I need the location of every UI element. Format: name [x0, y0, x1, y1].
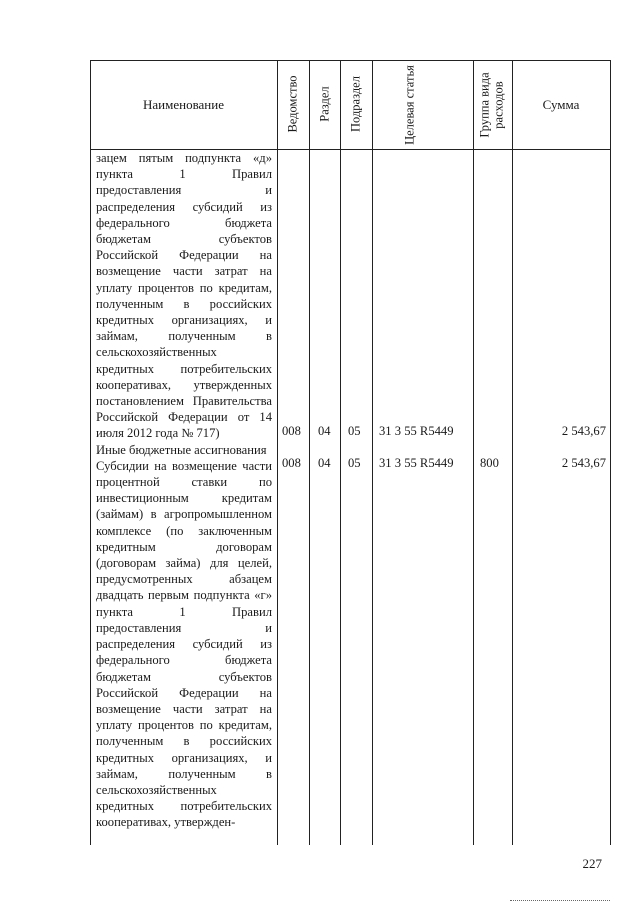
col-border-6	[512, 60, 513, 845]
row-1-name: зацем пятым подпункта «д» пункта 1 Правил предоставления и распределения субсидий из федерального бюджета бюджетам субъектов Российской Федерации на возмещение части затрат на уплату процентов по кредитам, полученным в российских кредитных организациях, и займам, полученным в сельскохозяйственных кредитных потребительских кооперативах, утвержденных постановлением Правительства Российской Федерации от 14 июля 2012 года № 717)	[96, 151, 272, 441]
row-2-expense-group: 800	[480, 456, 499, 470]
row-2-subsection: 05	[348, 456, 361, 470]
header-section: Раздел	[317, 86, 332, 122]
row-1-subsection: 05	[348, 424, 361, 438]
row-1-target-article: 31 3 55 R5449	[379, 424, 454, 438]
row-3-name: Субсидии на возмещение части процентной ставки по инвестиционным кредитам (займам) в агропромышленном комплексе (по заключенным кредитным договорам (договорам займа) для целей, предусмотренных абзацем двадцать первым подпункта «г» пункта 1 Правил предоставления и распределения субсидий из федерального бюджета бюджетам субъектов Российской Федерации на возмещение части затрат на уплату процентов по кредитам, полученным в российских кредитных организациях, и займам, полученным в сельскохозяйственных кредитных потребительских кооперативах, утвержден-	[96, 458, 272, 830]
col-border-2	[309, 60, 310, 845]
row-2-section: 04	[318, 456, 331, 470]
header-target-article: Целевая статья	[402, 65, 417, 145]
row-1-section: 04	[318, 424, 331, 438]
row-2-target-article: 31 3 55 R5449	[379, 456, 454, 470]
header-sum: Сумма	[542, 96, 580, 112]
col-border-1	[277, 60, 278, 845]
col-border-4	[372, 60, 373, 845]
col-border-3	[340, 60, 341, 845]
name-column	[96, 150, 272, 831]
header-subsection: Подраздел	[348, 76, 363, 132]
row-2-department: 008	[282, 456, 301, 470]
header-expense-group: Группа вида расходов	[477, 72, 506, 138]
col-border-right	[610, 60, 611, 845]
header-name: Наименование	[143, 96, 224, 112]
header-department: Ведомство	[285, 75, 300, 133]
page-number: 227	[582, 856, 602, 871]
row-1-department: 008	[282, 424, 301, 438]
col-border-5	[473, 60, 474, 845]
col-border-left	[90, 60, 91, 845]
row-1-sum: 2 543,67	[561, 424, 606, 438]
footer-dotted-line	[510, 900, 610, 902]
row-2-sum: 2 543,67	[561, 456, 606, 470]
row-2-name: Иные бюджетные ассигнования	[96, 442, 267, 457]
